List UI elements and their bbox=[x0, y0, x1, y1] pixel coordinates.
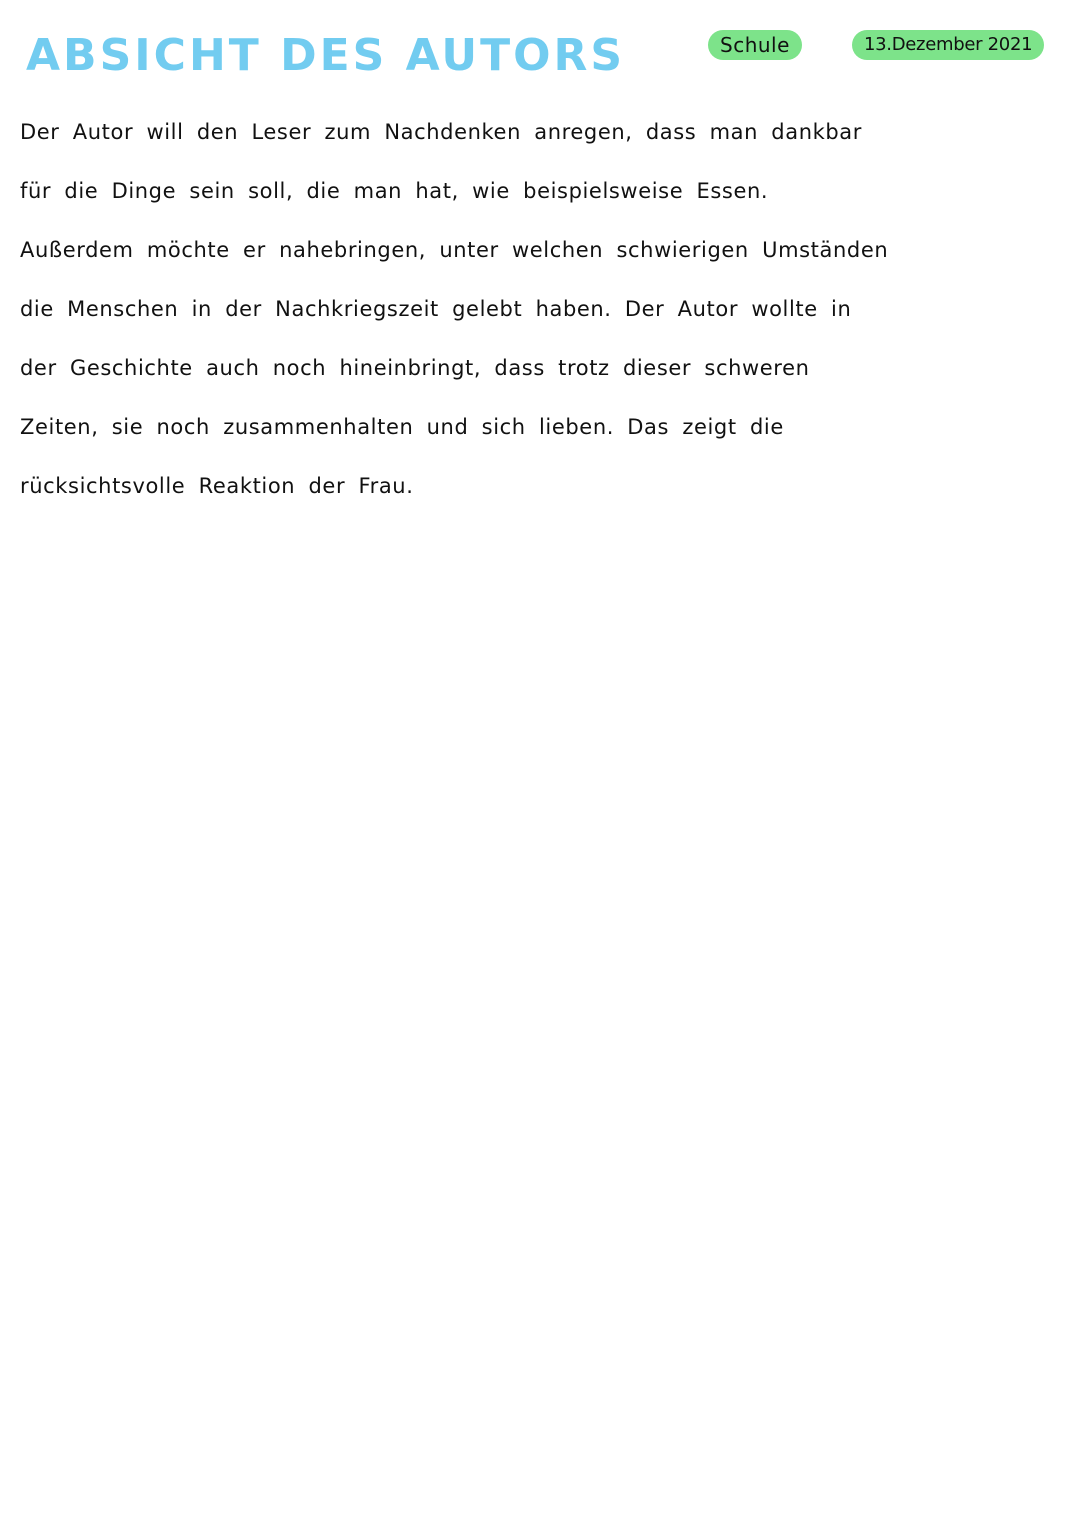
note-header bbox=[0, 0, 1080, 100]
date-tag: 13.Dezember 2021 bbox=[852, 30, 1044, 60]
subject-tag: Schule bbox=[708, 30, 802, 60]
text-line: die Menschen in der Nachkriegszeit gelebt haben. Der Autor wollte in bbox=[20, 297, 852, 321]
text-line: Der Autor will den Leser zum Nachdenken anregen, dass man dankbar bbox=[20, 120, 862, 144]
note-body bbox=[20, 110, 1020, 523]
text-line: Zeiten, sie noch zusammenhalten und sich lieben. Das zeigt die bbox=[20, 415, 784, 439]
text-line: rücksichtsvolle Reaktion der Frau. bbox=[20, 474, 414, 498]
text-line: Außerdem möchte er nahebringen, unter welchen schwierigen Umständen bbox=[20, 238, 889, 262]
page-title: ABSICHT DES AUTORS bbox=[26, 30, 626, 81]
text-line: für die Dinge sein soll, die man hat, wie beispielsweise Essen. bbox=[20, 179, 769, 203]
text-line: der Geschichte auch noch hineinbringt, dass trotz dieser schweren bbox=[20, 356, 810, 380]
